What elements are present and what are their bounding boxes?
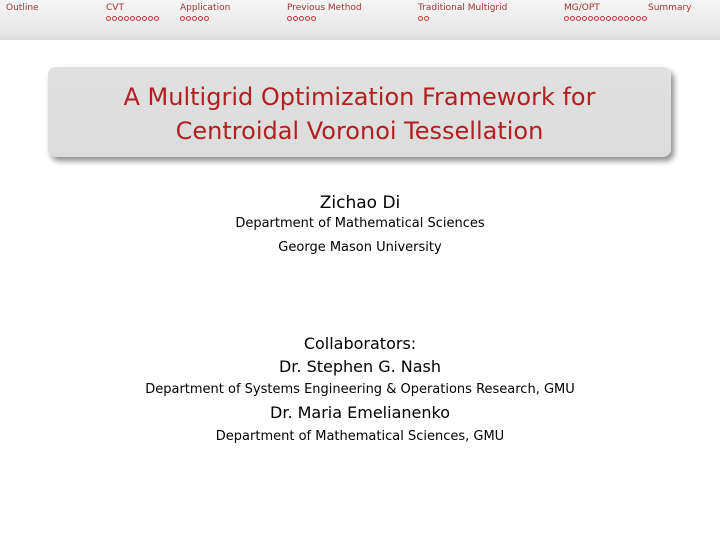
slide-dot[interactable] [299,16,304,21]
slide-dot[interactable] [204,16,209,21]
slide-dot[interactable] [588,16,593,21]
slide-dot[interactable] [118,16,123,21]
slide-dot[interactable] [148,16,153,21]
slide-dot[interactable] [192,16,197,21]
collaborator-affiliation: Department of Mathematical Sciences, GMU [215,429,505,444]
slide-dot[interactable] [576,16,581,21]
slide-dot[interactable] [424,16,429,21]
author-department: Department of Mathematical Sciences [235,216,485,231]
slide-title-line-2: Centroidal Voronoi Tessellation [175,117,544,145]
collaborators-heading: Collaborators: [303,334,417,353]
collaborator-name: Dr. Maria Emelianenko [270,403,450,422]
nav-slide-dots [564,16,647,21]
nav-label[interactable]: Previous Method [287,3,362,13]
slide-dot[interactable] [642,16,647,21]
nav-slide-dots [418,16,429,21]
slide-dot[interactable] [418,16,423,21]
slide-dot[interactable] [130,16,135,21]
slide-title-line-1: A Multigrid Optimization Framework for [123,83,596,111]
slide-dot[interactable] [594,16,599,21]
slide-dot[interactable] [612,16,617,21]
slide-dot[interactable] [630,16,635,21]
section-navbar [0,0,720,40]
slide-dot[interactable] [180,16,185,21]
slide-dot[interactable] [600,16,605,21]
slide-dot[interactable] [570,16,575,21]
nav-slide-dots [180,16,209,21]
slide-dot[interactable] [618,16,623,21]
slide-dot[interactable] [106,16,111,21]
author-name: Zichao Di [319,193,401,213]
nav-slide-dots [287,16,316,21]
nav-label[interactable]: Summary [648,3,692,13]
nav-slide-dots [106,16,159,21]
slide-dot[interactable] [154,16,159,21]
slide-dot[interactable] [564,16,569,21]
collaborator-affiliation: Department of Systems Engineering & Operations Research, GMU [145,382,575,397]
slide-dot[interactable] [293,16,298,21]
slide-dot[interactable] [142,16,147,21]
slide-dot[interactable] [582,16,587,21]
title-box [48,67,671,157]
slide-dot[interactable] [287,16,292,21]
nav-label[interactable]: Traditional Multigrid [418,3,508,13]
slide-dot[interactable] [124,16,129,21]
slide-dot[interactable] [606,16,611,21]
slide-dot[interactable] [311,16,316,21]
nav-label[interactable]: MG/OPT [564,3,600,13]
slide-dot[interactable] [305,16,310,21]
slide-dot[interactable] [198,16,203,21]
slide-dot[interactable] [624,16,629,21]
author-university: George Mason University [278,240,442,255]
nav-label[interactable]: Outline [6,3,39,13]
slide-dot[interactable] [136,16,141,21]
collaborator-name: Dr. Stephen G. Nash [278,357,442,376]
slide-dot[interactable] [636,16,641,21]
slide-dot[interactable] [112,16,117,21]
slide-dot[interactable] [186,16,191,21]
nav-label[interactable]: CVT [106,3,124,13]
nav-label[interactable]: Application [180,3,231,13]
